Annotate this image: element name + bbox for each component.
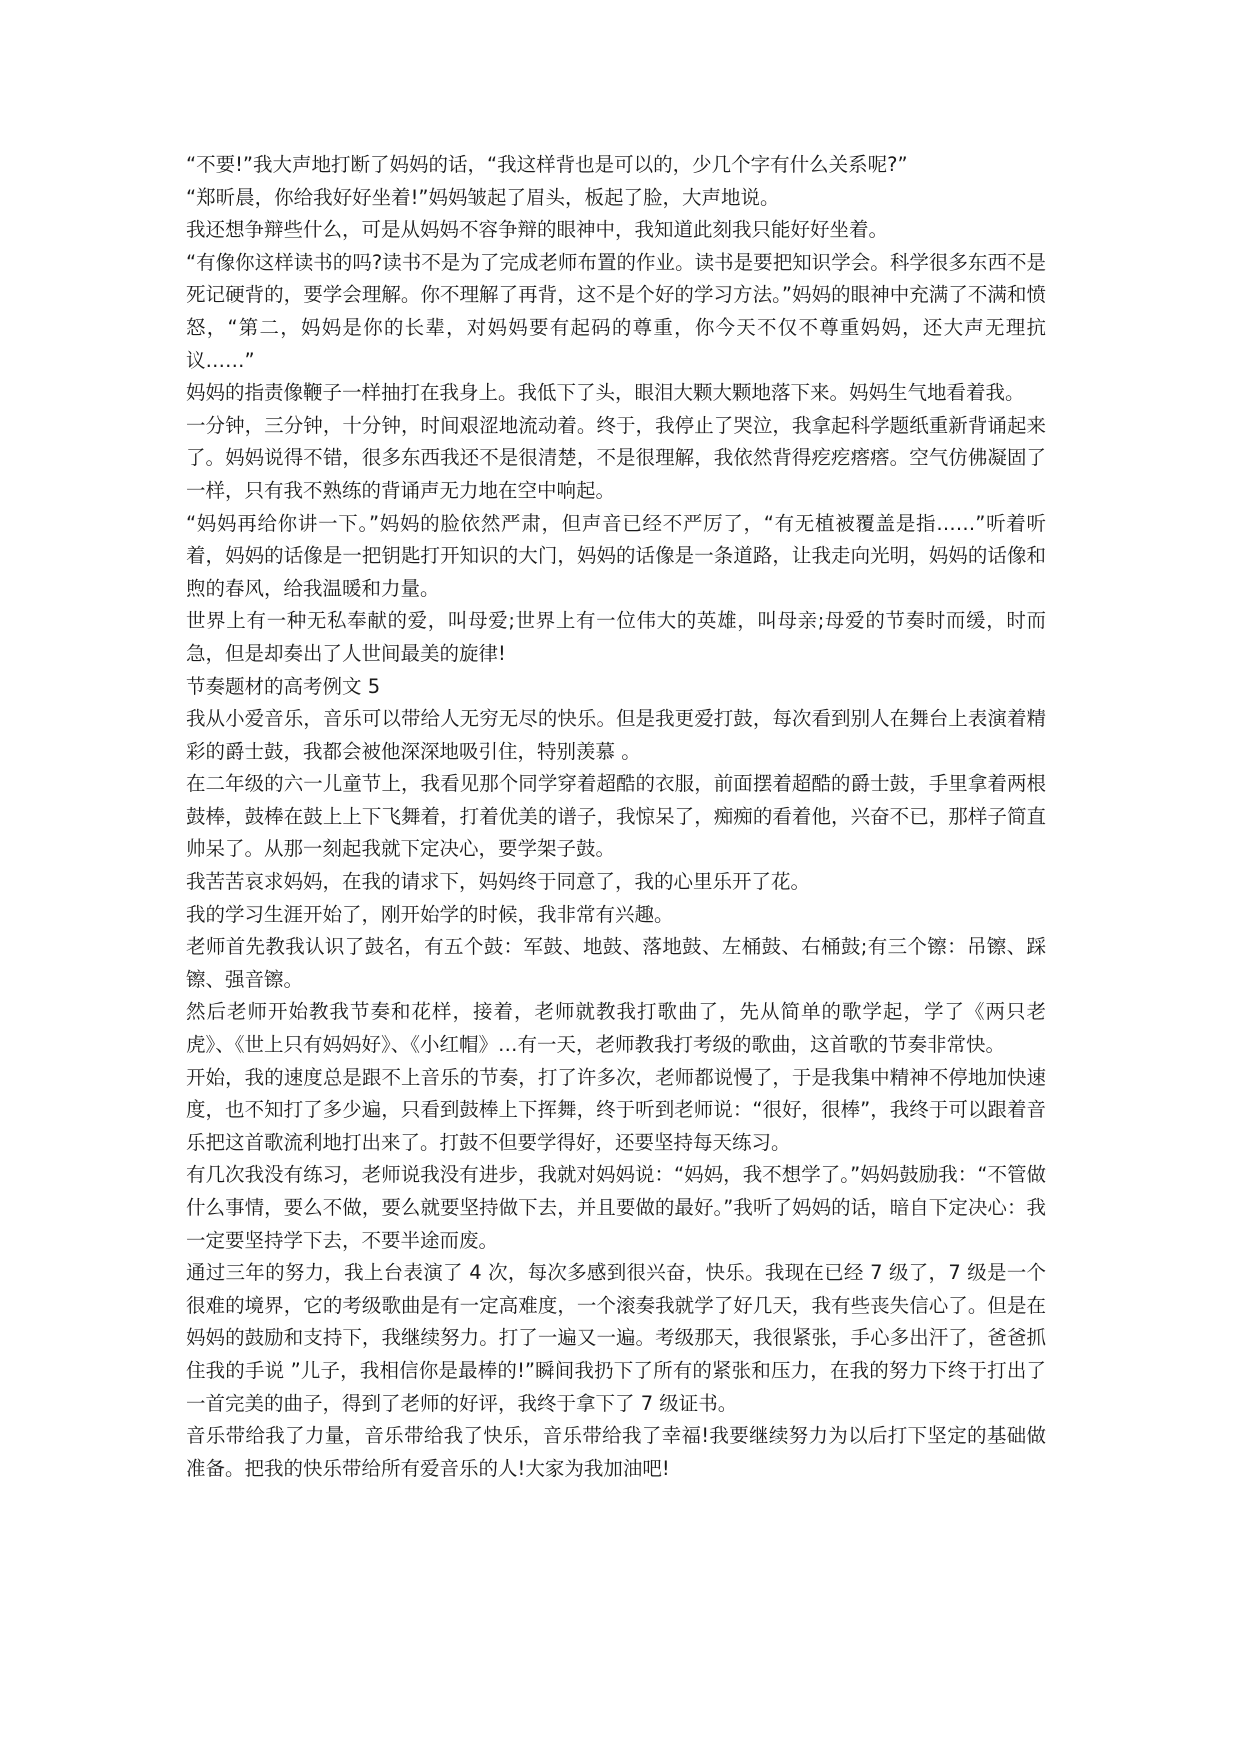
- paragraph-16: 有几次我没有练习，老师说我没有进步，我就对妈妈说：“妈妈，我不想学了。”妈妈鼓励我：“不管做什么事情，要么不做，要么就要坚持做下去，并且要做的最好。”我听了妈妈的话，暗自下定决心：我一定要坚持学下去，不要半途而废。: [186, 1163, 1046, 1252]
- paragraph-14: 然后老师开始教我节奏和花样，接着，老师就教我打歌曲了，先从简单的歌学起，学了《两只老虎》、《世上只有妈妈好》、《小红帽》…有一天，老师教我打考级的歌曲，这首歌的节奏非常快。: [186, 1000, 1046, 1057]
- paragraph-10: 在二年级的六一儿童节上，我看见那个同学穿着超酷的衣服，前面摆着超酷的爵士鼓，手里拿着两根鼓棒，鼓棒在鼓上上下飞舞着，打着优美的谱子，我惊呆了，痴痴的看着他，兴奋不已，那样子简直帅呆了。从那一刻起我就下定决心，要学架子鼓。: [186, 772, 1046, 861]
- paragraph-9: 我从小爱音乐，音乐可以带给人无穷无尽的快乐。但是我更爱打鼓，每次看到别人在舞台上表演着精彩的爵士鼓，我都会被他深深地吸引住，特别羡慕 。: [186, 707, 1046, 763]
- article-body: [186, 149, 1046, 1485]
- paragraph-18: 音乐带给我了力量，音乐带给我了快乐，音乐带给我了幸福!我要继续努力为以后打下坚定的基础做准备。把我的快乐带给所有爱音乐的人!大家为我加油吧!: [186, 1424, 1046, 1480]
- paragraph-2: “郑昕晨，你给我好好坐着!”妈妈皱起了眉头，板起了脸，大声地说。: [186, 185, 780, 209]
- paragraph-17: 通过三年的努力，我上台表演了 4 次，每次多感到很兴奋，快乐。我现在已经 7 级了，7 级是一个很难的境界，它的考级歌曲是有一定高难度，一个滚奏我就学了好几天，我有些丧失信心了。但是在妈妈的鼓励和支持下，我继续努力。打了一遍又一遍。考级那天，我很紧张，手心多出汗了，爸爸抓住我的手说 ”儿子，我相信你是最棒的!”瞬间我扔下了所有的紧张和压力，在我的努力下终于打出了一首完美的曲子，得到了老师的好评，我终于拿下了 7 级证书。: [186, 1261, 1046, 1415]
- paragraph-1: “不要!”我大声地打断了妈妈的话，“我这样背也是可以的，少几个字有什么关系呢?”: [186, 153, 908, 176]
- paragraph-13: 老师首先教我认识了鼓名，有五个鼓：军鼓、地鼓、落地鼓、左桶鼓、右桶鼓;有三个镲：吊镲、踩镲、强音镲。: [186, 935, 1046, 991]
- paragraph-8: 世界上有一种无私奉献的爱，叫母爱;世界上有一位伟大的英雄，叫母亲;母爱的节奏时而缓，时而急，但是却奏出了人世间最美的旋律!: [186, 609, 1046, 665]
- paragraph-6: 一分钟，三分钟，十分钟，时间艰涩地流动着。终于，我停止了哭泣，我拿起科学题纸重新背诵起来了。妈妈说得不错，很多东西我还不是很清楚，不是很理解，我依然背得疙疙瘩瘩。空气仿佛凝固了一样，只有我不熟练的背诵声无力地在空中响起。: [186, 413, 1046, 502]
- paragraph-5: 妈妈的指责像鞭子一样抽打在我身上。我低下了头，眼泪大颗大颗地落下来。妈妈生气地看着我。: [186, 381, 1025, 405]
- paragraph-12: 我的学习生涯开始了，刚开始学的时候，我非常有兴趣。: [186, 902, 674, 926]
- paragraph-3: 我还想争辩些什么，可是从妈妈不容争辩的眼神中，我知道此刻我只能好好坐着。: [186, 218, 889, 242]
- paragraph-7: “妈妈再给你讲一下。”妈妈的脸依然严肃，但声音已经不严厉了，“有无植被覆盖是指……”听着听着，妈妈的话像是一把钥匙打开知识的大门，妈妈的话像是一条道路，让我走向光明，妈妈的话像和煦的春风，给我温暖和力量。: [186, 511, 1046, 600]
- paragraph-15: 开始，我的速度总是跟不上音乐的节奏，打了许多次，老师都说慢了，于是我集中精神不停地加快速度，也不知打了多少遍，只看到鼓棒上下挥舞，终于听到老师说：“很好，很棒”，我终于可以跟着音乐把这首歌流利地打出来了。打鼓不但要学得好，还要坚持每天练习。: [186, 1065, 1046, 1154]
- paragraph-11: 我苦苦哀求妈妈，在我的请求下，妈妈终于同意了，我的心里乐开了花。: [186, 870, 811, 894]
- paragraph-4: “有像你这样读书的吗?读书不是为了完成老师布置的作业。读书是要把知识学会。科学很多东西不是死记硬背的，要学会理解。你不理解了再背，这不是个好的学习方法。”妈妈的眼神中充满了不满和愤怒，“第二，妈妈是你的长辈，对妈妈要有起码的尊重，你今天不仅不尊重妈妈，还大声无理抗议……”: [186, 250, 1046, 372]
- section-heading: 节奏题材的高考例文 5: [186, 674, 381, 698]
